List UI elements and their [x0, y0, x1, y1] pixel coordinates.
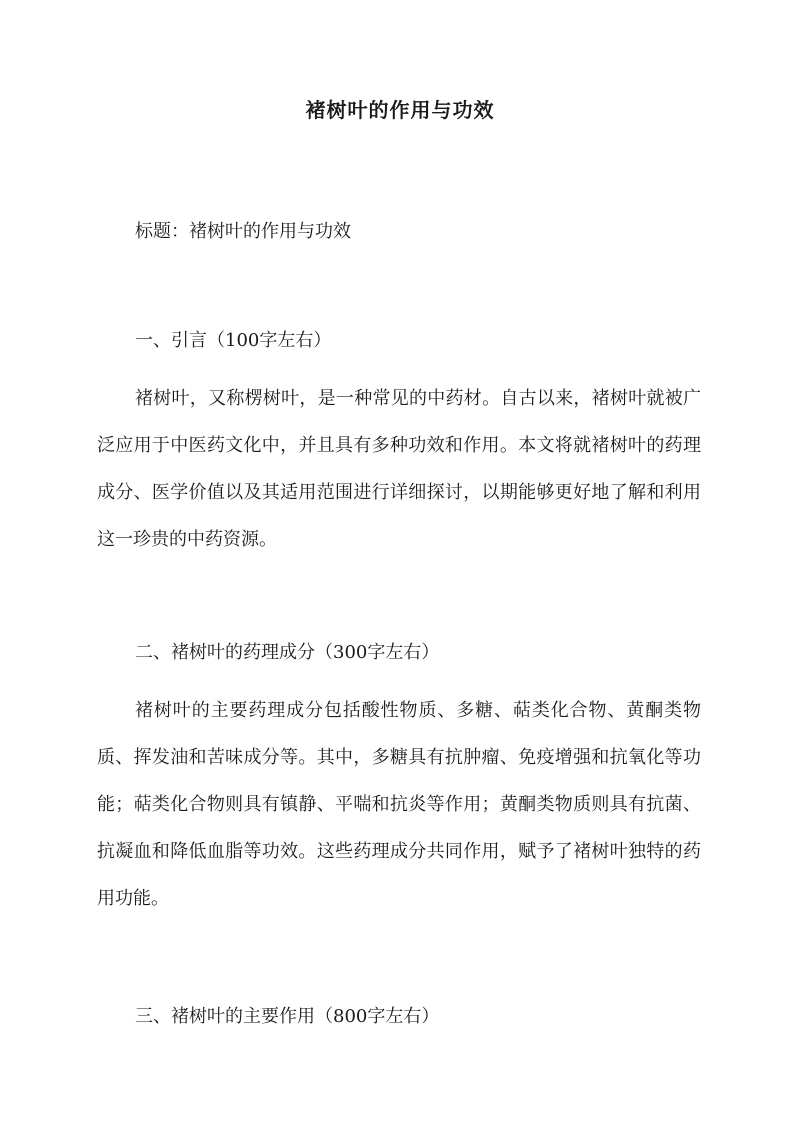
section-heading-components: 二、褚树叶的药理成分（300字左右） [135, 642, 440, 663]
section-heading-functions: 三、褚树叶的主要作用（800字左右） [135, 1006, 440, 1027]
document-title: 褚树叶的作用与功效 [305, 98, 495, 122]
section-heading-intro: 一、引言（100字左右） [135, 330, 332, 351]
section-paragraph-components: 褚树叶的主要药理成分包括酸性物质、多糖、萜类化合物、黄酮类物质、挥发油和苦味成分等。其中，多糖具有抗肿瘤、免疫增强和抗氧化等功能；萜类化合物则具有镇静、平喘和抗炎等作用；黄酮类物质则具有抗菌、抗凝血和降低血脂等功效。这些药理成分共同作用，赋予了褚树叶独特的药用功能。 [97, 700, 701, 909]
section-paragraph-intro: 褚树叶，又称楞树叶，是一种常见的中药材。自古以来，褚树叶就被广泛应用于中医药文化中，并且具有多种功效和作用。本文将就褚树叶的药理成分、医学价值以及其适用范围进行详细探讨，以期能够更好地了解和利用这一珍贵的中药资源。 [97, 388, 701, 550]
subject-line: 标题：褚树叶的作用与功效 [135, 221, 351, 242]
